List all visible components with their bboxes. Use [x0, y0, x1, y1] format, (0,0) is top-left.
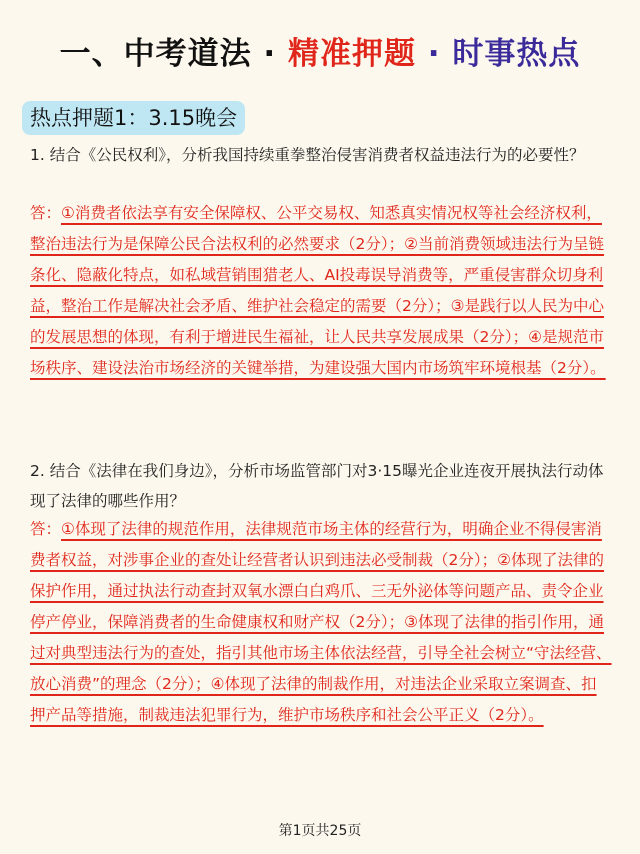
page-number: 第1页共25页 — [278, 823, 362, 839]
answer-2-text: ①体现了法律的规范作用，法律规范市场主体的经营行为，明确企业不得侵害消费者权益，对涉事企业的查处让经营者认识到违法必受制裁（2分）；②体现了法律的保护作用，通过执法行动查封双氧水漂白白鸡爪、三无外泌体等问题产品、责令企业停产停业，保障消费者的生命健康权和财产权（2分）；③体现了法律的指引作用，通过对典型违法行为的查处，指引其他市场主体依法经营，引导全社会树立“守法经营、放心消费”的理念（2分）；④体现了法律的制裁作用，对违法企业采取立案调查、扣押产品等措施，制裁违法犯罪行为，维护市场秩序和社会公平正义（2分）。 — [30, 520, 612, 724]
page-title — [0, 28, 640, 73]
title-part-2: 精准押题 — [288, 36, 416, 72]
answer-1-prefix: 答： — [30, 204, 62, 222]
question-2: 2. 结合《法律在我们身边》，分析市场监管部门对3·15曝光企业连夜开展执法行动体现了法律的哪些作用？ — [30, 462, 604, 510]
answer-2-prefix: 答： — [30, 520, 62, 538]
answer-2 — [30, 514, 612, 731]
answer-1-text: ①消费者依法享有安全保障权、公平交易权、知悉真实情况权等社会经济权利，整治违法行为是保障公民合法权利的必然要求（2分）；②当前消费领域违法行为呈链条化、隐蔽化特点，如私域营销围猎老人、AI投毒误导消费等，严重侵害群众切身利益，整治工作是解决社会矛盾、维护社会稳定的需要（2分）；③是践行以人民为中心的发展思想的体现，有利于增进民生福祉，让人民共享发展成果（2分）；④是规范市场秩序、建设法治市场经济的关键举措，为建设强大国内市场筑牢环境根基（2分）。 — [30, 204, 606, 377]
answer-1 — [30, 198, 612, 384]
title-part-1: 一、中考道法 · — [59, 36, 288, 72]
question-1: 1. 结合《公民权利》，分析我国持续重拳整治侵害消费者权益违法行为的必要性？ — [30, 146, 585, 164]
section-tag: 热点押题1：3.15晚会 — [22, 101, 245, 135]
title-part-3: · 时事热点 — [416, 36, 581, 72]
